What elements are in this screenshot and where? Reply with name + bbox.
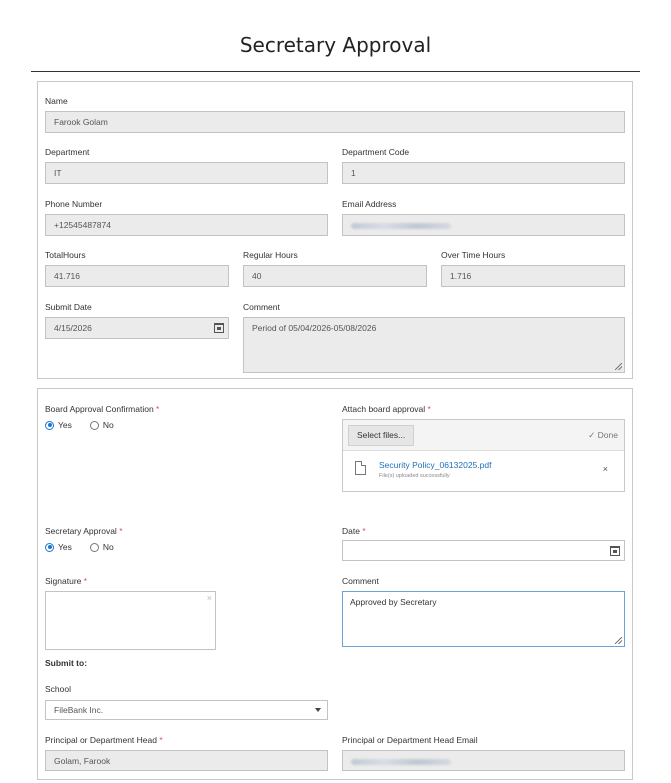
department-field: IT — [45, 162, 328, 184]
email-field — [342, 214, 625, 236]
email-label: Email Address — [342, 199, 397, 209]
submit-date-label: Submit Date — [45, 302, 92, 312]
approval-comment-textarea[interactable] — [342, 591, 625, 647]
name-label: Name — [45, 96, 68, 106]
principal-text: Principal or Department Head — [45, 735, 157, 745]
submit-to-heading: Submit to: — [45, 658, 88, 668]
info-comment-field — [243, 317, 625, 373]
uploaded-file-status: File(s) uploaded successfully — [379, 473, 450, 479]
radio-unselected[interactable] — [90, 421, 99, 430]
secretary-yes-option[interactable] — [45, 542, 72, 552]
uploaded-file-name[interactable]: Security Policy_06132025.pdf — [379, 460, 492, 470]
info-comment-value: Period of 05/04/2026-05/08/2026 — [252, 323, 377, 333]
submit-date-value: 4/15/2026 — [54, 323, 92, 333]
employee-info-panel — [37, 81, 633, 379]
date-input[interactable] — [342, 540, 625, 561]
secretary-no-option[interactable] — [90, 542, 114, 552]
required-marker: * — [159, 735, 163, 745]
redacted-email — [351, 223, 451, 229]
principal-email-label: Principal or Department Head Email — [342, 735, 478, 745]
calendar-icon[interactable] — [610, 546, 620, 556]
secretary-approval-label — [45, 526, 123, 536]
principal-label — [45, 735, 163, 745]
chevron-down-icon[interactable] — [315, 708, 321, 712]
signature-pad[interactable] — [45, 591, 216, 650]
overtime-hours-label: Over Time Hours — [441, 250, 506, 260]
select-files-button[interactable]: Select files... — [348, 425, 414, 446]
resize-handle-icon[interactable] — [615, 637, 622, 644]
resize-handle-icon — [615, 363, 622, 370]
approval-panel — [37, 388, 633, 780]
radio-label: No — [102, 420, 114, 430]
principal-email-field — [342, 750, 625, 771]
board-yes-option[interactable] — [45, 420, 72, 430]
overtime-hours-field: 1.716 — [441, 265, 625, 287]
required-marker: * — [83, 576, 88, 586]
approval-comment-label: Comment — [342, 576, 379, 586]
remove-file-button[interactable]: × — [602, 464, 608, 474]
principal-field: Golam, Farook — [45, 750, 328, 771]
submit-date-field — [45, 317, 229, 339]
regular-hours-label: Regular Hours — [243, 250, 298, 260]
radio-label: Yes — [58, 542, 72, 552]
done-label: Done — [597, 430, 618, 440]
radio-label: Yes — [58, 420, 72, 430]
date-label — [342, 526, 366, 536]
check-icon: ✓ — [588, 430, 596, 440]
required-marker: * — [427, 404, 431, 414]
radio-unselected[interactable] — [90, 543, 99, 552]
attach-label — [342, 404, 431, 414]
school-value: FileBank Inc. — [54, 705, 104, 715]
department-code-label: Department Code — [342, 147, 410, 157]
department-code-field: 1 — [342, 162, 625, 184]
title-divider — [31, 71, 640, 72]
phone-field: +12545487874 — [45, 214, 328, 236]
required-marker: * — [156, 404, 160, 414]
file-upload — [342, 419, 625, 492]
signature-label — [45, 576, 87, 586]
clear-signature-button[interactable]: × — [206, 593, 212, 603]
required-marker: * — [119, 526, 123, 536]
board-confirmation-label — [45, 404, 159, 414]
attach-text: Attach board approval — [342, 404, 426, 414]
signature-text: Signature — [45, 576, 82, 586]
approval-comment-value: Approved by Secretary — [350, 597, 437, 607]
info-comment-label: Comment — [243, 302, 280, 312]
total-hours-field: 41.716 — [45, 265, 229, 287]
calendar-icon — [214, 323, 224, 333]
school-label: School — [45, 684, 71, 694]
page-title: Secretary Approval — [239, 33, 432, 57]
school-select[interactable] — [45, 700, 328, 720]
board-confirmation-text: Board Approval Confirmation — [45, 404, 154, 414]
total-hours-label: TotalHours — [45, 250, 86, 260]
phone-label: Phone Number — [45, 199, 103, 209]
radio-selected[interactable] — [45, 543, 54, 552]
upload-toolbar — [343, 420, 624, 451]
pdf-file-icon — [355, 461, 366, 475]
upload-status — [588, 430, 618, 441]
secretary-approval-text: Secretary Approval — [45, 526, 117, 536]
regular-hours-field: 40 — [243, 265, 427, 287]
redacted-email — [351, 759, 451, 765]
board-confirmation-radio-group — [45, 420, 126, 430]
date-text: Date — [342, 526, 360, 536]
radio-selected[interactable] — [45, 421, 54, 430]
board-no-option[interactable] — [90, 420, 114, 430]
name-field: Farook Golam — [45, 111, 625, 133]
secretary-approval-radio-group — [45, 542, 126, 552]
department-label: Department — [45, 147, 90, 157]
radio-label: No — [102, 542, 114, 552]
required-marker: * — [362, 526, 366, 536]
